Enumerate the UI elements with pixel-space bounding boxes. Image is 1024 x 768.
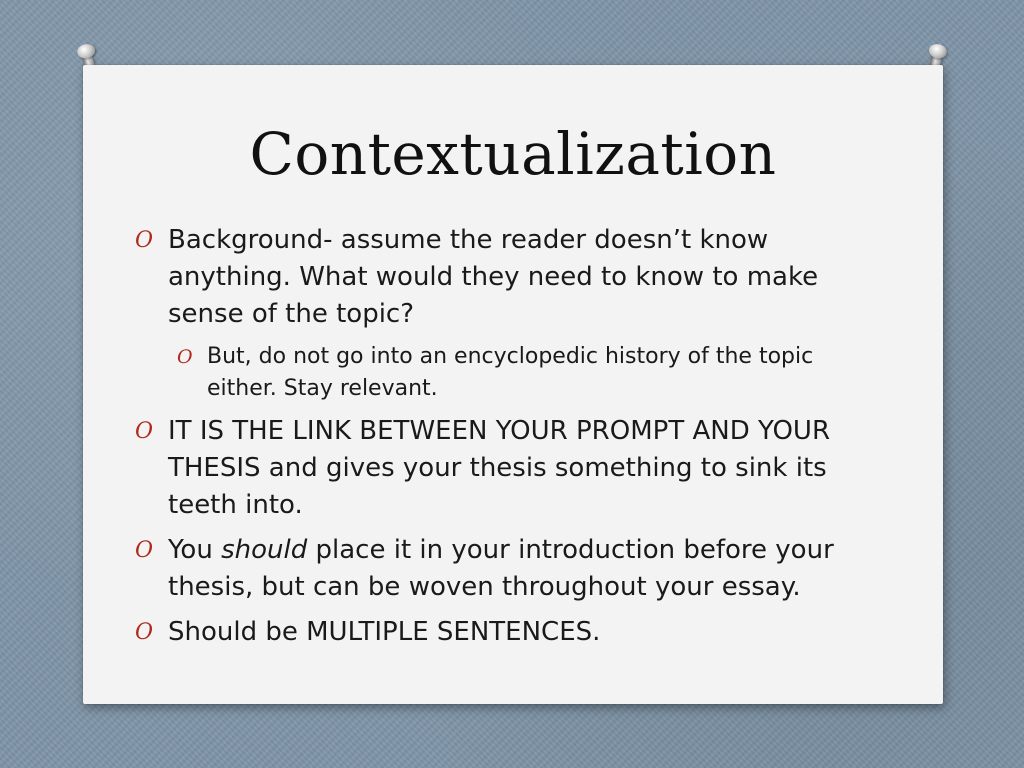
- bullet-item: [135, 614, 875, 651]
- bullet-marker-icon: O: [135, 419, 154, 444]
- bullet-marker-icon: O: [135, 620, 154, 645]
- slide-title: Contextualization: [249, 120, 777, 188]
- bullet-item: [135, 222, 875, 333]
- bullet-text-emphasis: should: [221, 535, 308, 565]
- bullet-text-before: You: [168, 535, 222, 565]
- sub-bullet-item: [177, 341, 875, 405]
- bullet-item: [135, 413, 875, 524]
- bullet-marker-icon: O: [135, 538, 154, 563]
- bullet-text: Should be MULTIPLE SENTENCES.: [168, 617, 601, 647]
- bullet-item: [135, 532, 875, 606]
- bullet-marker-icon: O: [177, 346, 193, 368]
- bullet-marker-icon: O: [135, 228, 154, 253]
- bullet-list: [135, 222, 875, 659]
- bullet-text: IT IS THE LINK BETWEEN YOUR PROMPT AND YOUR THESIS and gives your thesis something to sink its teeth into.: [168, 416, 831, 520]
- bullet-text-after: place it in your introduction before your thesis, but can be woven throughout your essay.: [168, 535, 834, 602]
- sub-bullet-text: But, do not go into an encyclopedic history of the topic either. Stay relevant.: [207, 344, 814, 401]
- bullet-text: Background- assume the reader doesn’t know anything. What would they need to know to make sense of the topic?: [168, 225, 819, 329]
